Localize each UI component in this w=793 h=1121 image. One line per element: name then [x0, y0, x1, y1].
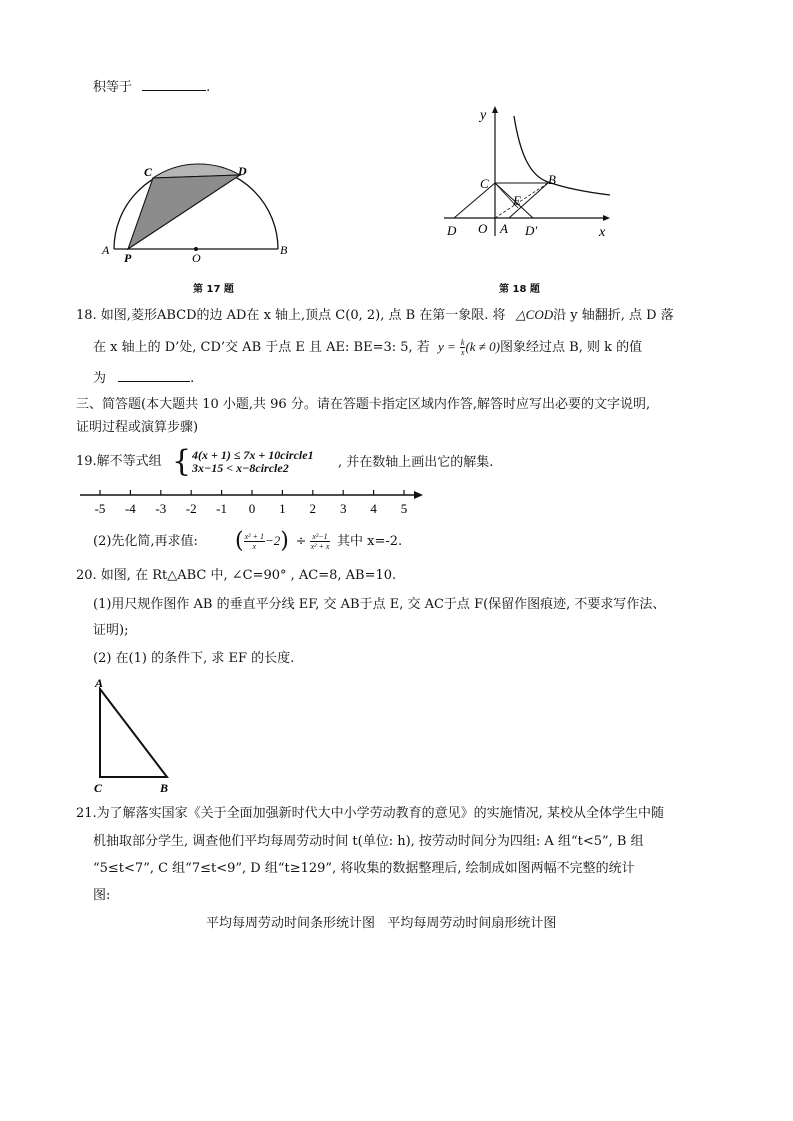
q20-line4: (2) 在(1) 的条件下, 求 EF 的长度.: [93, 651, 295, 666]
caption-18: 第 18 题: [499, 284, 540, 295]
label-a: A: [500, 221, 508, 236]
answer-blank-18[interactable]: [118, 367, 190, 382]
figure-20-triangle: [90, 676, 185, 796]
number-line-tick-label: 1: [279, 501, 286, 516]
label-x: x: [599, 225, 606, 240]
q19-minus2: −2: [264, 533, 281, 548]
q21-chart-titles: 平均每周劳动时间条形统计图 平均每周劳动时间扇形统计图: [206, 916, 557, 931]
number-line-tick-label: -5: [94, 501, 106, 516]
q19-part2-lead: (2)先化简,再求值:: [93, 534, 198, 549]
label-d: D: [238, 164, 247, 178]
q19-fraction-1: [244, 532, 265, 551]
q19-expression: [235, 526, 330, 557]
q18-math-cod: △COD: [515, 307, 554, 322]
number-line-tick-label: -3: [155, 501, 167, 516]
label-o: O: [478, 221, 488, 236]
q20-line1: 20. 如图, 在 Rt△ABC 中, ∠C=90° , AC=8, AB=10.: [76, 568, 397, 583]
q18-text-2b: 图象经过点 B, 则 k 的值: [500, 340, 643, 355]
q18-text-3a: 为: [93, 371, 107, 386]
label-b: B: [160, 781, 169, 795]
q18-line1: [76, 305, 674, 326]
label-dprime: D′: [525, 223, 538, 238]
label-d: D: [447, 223, 457, 238]
x-axis-arrow: [603, 215, 610, 221]
caption-17: 第 17 题: [193, 284, 234, 295]
label-c: C: [94, 781, 103, 795]
q19-f2-den: x² + x: [310, 542, 330, 551]
q18-frac-num: k: [460, 338, 465, 347]
q21-line4: 图:: [93, 888, 111, 903]
q18-text-1a: 18. 如图,菱形ABCD的边 AD在 x 轴上,顶点 C(0, 2), 点 B 在第一象限. 将: [76, 308, 506, 323]
q19-div: ÷: [295, 534, 307, 549]
q21-line3: “5≤t<7”, C 组“7≤t<9”, D 组“t≥129”, 将收集的数据整理后, 绘制成如图两幅不完整的统计: [93, 861, 635, 876]
shaded-triangle-pcd: [128, 175, 240, 249]
q18-math-y: y =: [437, 339, 456, 354]
q19-f1-num: x² + 1: [244, 532, 264, 541]
q19-ineq-2: 3x−15 < x−8circle2: [192, 461, 289, 475]
q19-tail: , 并在数轴上画出它的解集.: [338, 455, 494, 470]
number-line-tick-label: 3: [339, 501, 347, 516]
q19-f1-den: x: [252, 542, 257, 551]
label-c: C: [480, 176, 489, 191]
q20-line3: 证明);: [93, 623, 129, 638]
number-line-tick-label: -1: [216, 501, 228, 516]
q20-line2: (1)用尺规作图作 AB 的垂直平分线 EF, 交 AB于点 E, 交 AC于点 F(保留作图痕迹, 不要求写作法、: [93, 597, 666, 612]
q19-f2-num: x²−1: [310, 532, 331, 542]
q18-text-2a: 在 x 轴上的 D’处, CD’交 AB 于点 E 且 AE: BE=3: 5, 若: [93, 340, 430, 355]
label-p: P: [124, 251, 132, 265]
number-line: [80, 486, 425, 520]
q19-ineq-1: 4(x + 1) ≤ 7x + 10circle1: [192, 448, 314, 462]
number-line-tick-label: -4: [124, 501, 136, 516]
paren-close: ): [280, 528, 289, 554]
q18-line2: [93, 337, 642, 358]
section3-line2: 证明过程或演算步骤): [76, 420, 199, 435]
number-line-tick-label: 5: [400, 501, 408, 516]
number-line-tick-label: 0: [248, 501, 256, 516]
q18-text-1b: 沿 y 轴翻折, 点 D 落: [553, 308, 674, 323]
number-line-tick-label: -2: [185, 501, 197, 516]
q19-fraction-2: [310, 532, 331, 551]
period: .: [206, 80, 211, 95]
q19-part2-tail: 其中 x=-2.: [337, 534, 403, 549]
answer-blank-17[interactable]: [142, 76, 206, 91]
label-o: O: [192, 251, 201, 265]
label-b: B: [280, 243, 288, 257]
q19-brace: {: [172, 444, 192, 479]
previous-question-text: 积等于: [93, 80, 133, 95]
y-axis-arrow: [492, 106, 498, 113]
figure-17: [100, 160, 292, 265]
segment-dc: [454, 183, 495, 218]
q21-line2: 机抽取部分学生, 调查他们平均每周劳动时间 t(单位: h), 按劳动时间分为四组: A 组“t<5”, B 组: [93, 834, 644, 849]
number-line-arrow: [414, 491, 423, 499]
label-y: y: [480, 108, 487, 123]
triangle-abc: [100, 689, 167, 777]
previous-question-tail: [93, 76, 210, 98]
dashed-segment: [495, 183, 548, 218]
number-line-tick-label: 4: [370, 501, 377, 516]
label-b: B: [548, 172, 556, 187]
label-a: A: [95, 676, 104, 690]
figure-18: [440, 102, 615, 240]
number-line-tick-label: 2: [309, 501, 317, 516]
label-a: A: [102, 243, 110, 257]
q19-lead: 19.解不等式组: [76, 454, 162, 469]
q21-line1: 21.为了解落实国家《关于全面加强新时代大中小学劳动教育的意见》的实施情况, 某校从全体学生中随: [76, 806, 664, 821]
section3-line1: 三、简答题(本大题共 10 小题,共 96 分。请在答题卡指定区域内作答,解答时应写出必要的文字说明,: [76, 397, 651, 412]
label-e: E: [513, 193, 521, 208]
label-c: C: [144, 165, 153, 179]
paren-open: (: [235, 528, 244, 554]
q18-line3: [93, 367, 194, 389]
q18-frac-den: x: [460, 348, 465, 357]
q18-math-cond: (k ≠ 0): [465, 339, 501, 354]
period: .: [190, 371, 195, 386]
